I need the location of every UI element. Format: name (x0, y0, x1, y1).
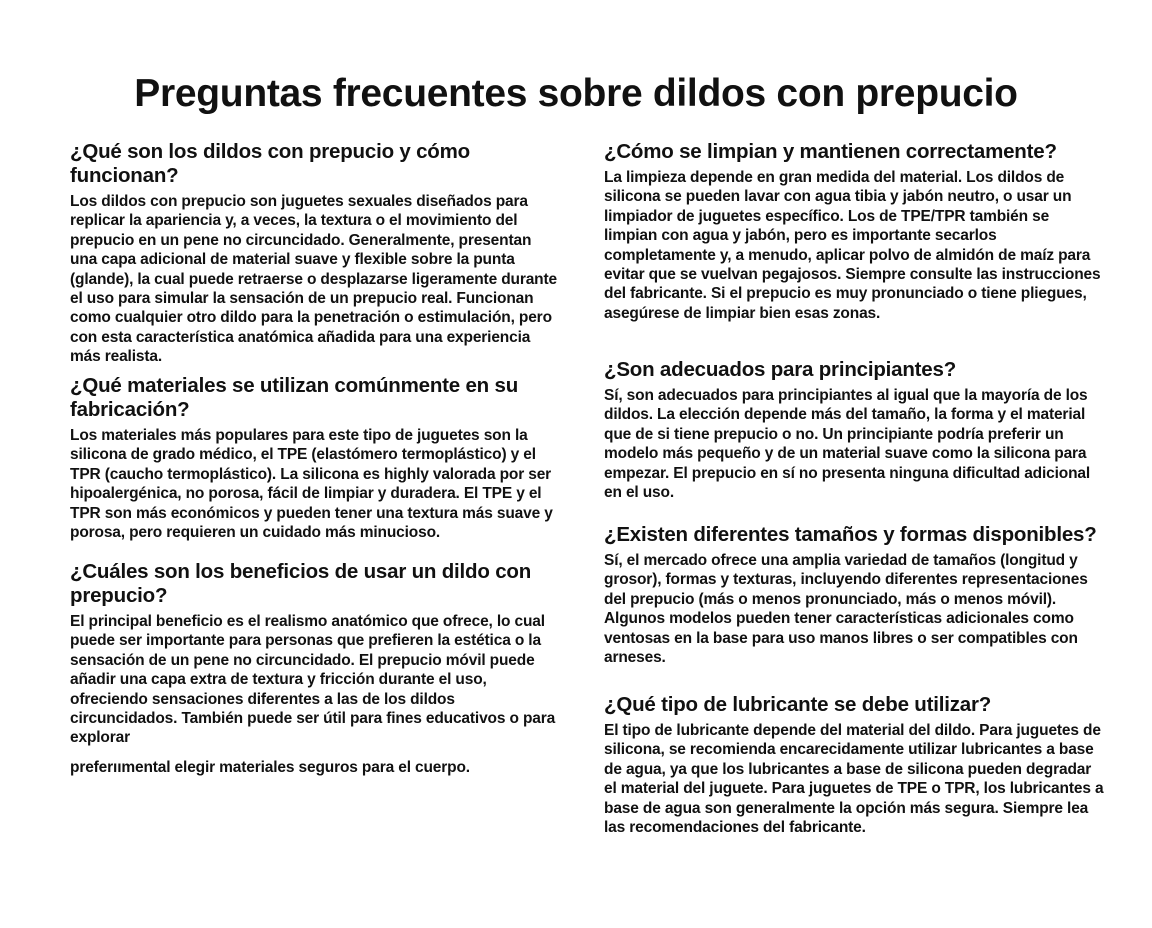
faq-item-cleaning (604, 140, 1104, 323)
faq-answer: El tipo de lubricante depende del material del dildo. Para juguetes de silicona, se recomienda encarecidamente utilizar lubricantes a base de agua, ya que los lubricantes a base de silicona pueden degradar el material del juguete. Para juguetes de TPE o TPR, los lubricantes a base de agua son generalmente la opción más segura. Siempre lea las recomendaciones del fabricante. (604, 722, 1104, 837)
faq-question: ¿Qué tipo de lubricante se debe utilizar? (604, 693, 992, 716)
faq-answer: La limpieza depende en gran medida del material. Los dildos de silicona se pueden lavar con agua tibia y jabón neutro, o usar un limpiador de juguetes específico. Los de TPE/TPR también se limpian con agua y jabón, pero es importante secarlos completamente y, a menudo, aplicar polvo de almidón de maíz para evitar que se vuelvan pegajosos. Siempre consulte las instrucciones del fabricante. Si el prepucio es muy pronunciado o tiene pliegues, asegúrese de limpiar bien esas zonas. (604, 169, 1101, 322)
page-title: Preguntas frecuentes sobre dildos con prepucio (134, 72, 1018, 115)
faq-answer: El principal beneficio es el realismo anatómico que ofrece, lo cual puede ser importante para personas que prefieren la estética o la sensación de un pene no circuncidado. El prepucio móvil puede añadir una capa extra de textura y fricción durante el uso, ofreciendo sensaciones diferentes a las de los dildos circuncidados. También puede ser útil para fines educativos o para explorar (70, 613, 556, 747)
faq-answer-tail: preferıımental elegir materiales seguros para el cuerpo. (70, 758, 470, 776)
faq-item-lubricant (604, 693, 1104, 837)
faq-item-beginners (604, 358, 1104, 502)
faq-question: ¿Qué materiales se utilizan comúnmente en su fabricación? (70, 374, 519, 421)
faq-item-materials (70, 374, 560, 542)
faq-item-benefits (70, 560, 560, 777)
faq-question: ¿Cómo se limpian y mantienen correctamente? (604, 140, 1057, 163)
faq-question: ¿Existen diferentes tamaños y formas disponibles? (604, 523, 1097, 546)
faq-answer: Sí, el mercado ofrece una amplia variedad de tamaños (longitud y grosor), formas y texturas, incluyendo diferentes representaciones del prepucio (más o menos pronunciado, más o menos móvil). Algunos modelos pueden tener características adicionales como ventosas en la base para uso manos libres o ser compatibles con arneses. (604, 552, 1088, 667)
faq-item-what-are (70, 140, 560, 367)
faq-answer: Los dildos con prepucio son juguetes sexuales diseñados para replicar la apariencia y, a veces, la textura o el movimiento del prepucio en un pene no circuncidado. Generalmente, presentan una capa adicional de material suave y flexible sobre la punta (glande), la cual puede retraerse o desplazarse ligeramente durante el uso para simular la sensación de un prepucio real. Funcionan como cualquier otro dildo para la penetración o estimulación, pero con esta característica anatómica añadida para una experiencia más realista. (70, 193, 557, 366)
faq-question: ¿Qué son los dildos con prepucio y cómo funcionan? (70, 140, 470, 187)
faq-question: ¿Son adecuados para principiantes? (604, 358, 957, 381)
faq-answer: Sí, son adecuados para principiantes al igual que la mayoría de los dildos. La elección depende más del tamaño, la forma y el material que de si tiene prepucio o no. Un principiante podría preferir un modelo más pequeño y de un material suave como la silicona para empezar. El prepucio en sí no presenta ninguna dificultad adicional en el uso. (604, 387, 1091, 502)
faq-question: ¿Cuáles son los beneficios de usar un dildo con prepucio? (70, 560, 532, 607)
faq-item-sizes (604, 523, 1104, 667)
faq-answer: Los materiales más populares para este tipo de juguetes son la silicona de grado médico, el TPE (elastómero termoplástico) y el TPR (caucho termoplástico). La silicona es highly valorada por ser hipoalergénica, no porosa, fácil de limpiar y duradera. El TPE y el TPR son más económicos y pueden tener una textura más suave y porosa, pero requieren un cuidado más minucioso. (70, 427, 553, 542)
